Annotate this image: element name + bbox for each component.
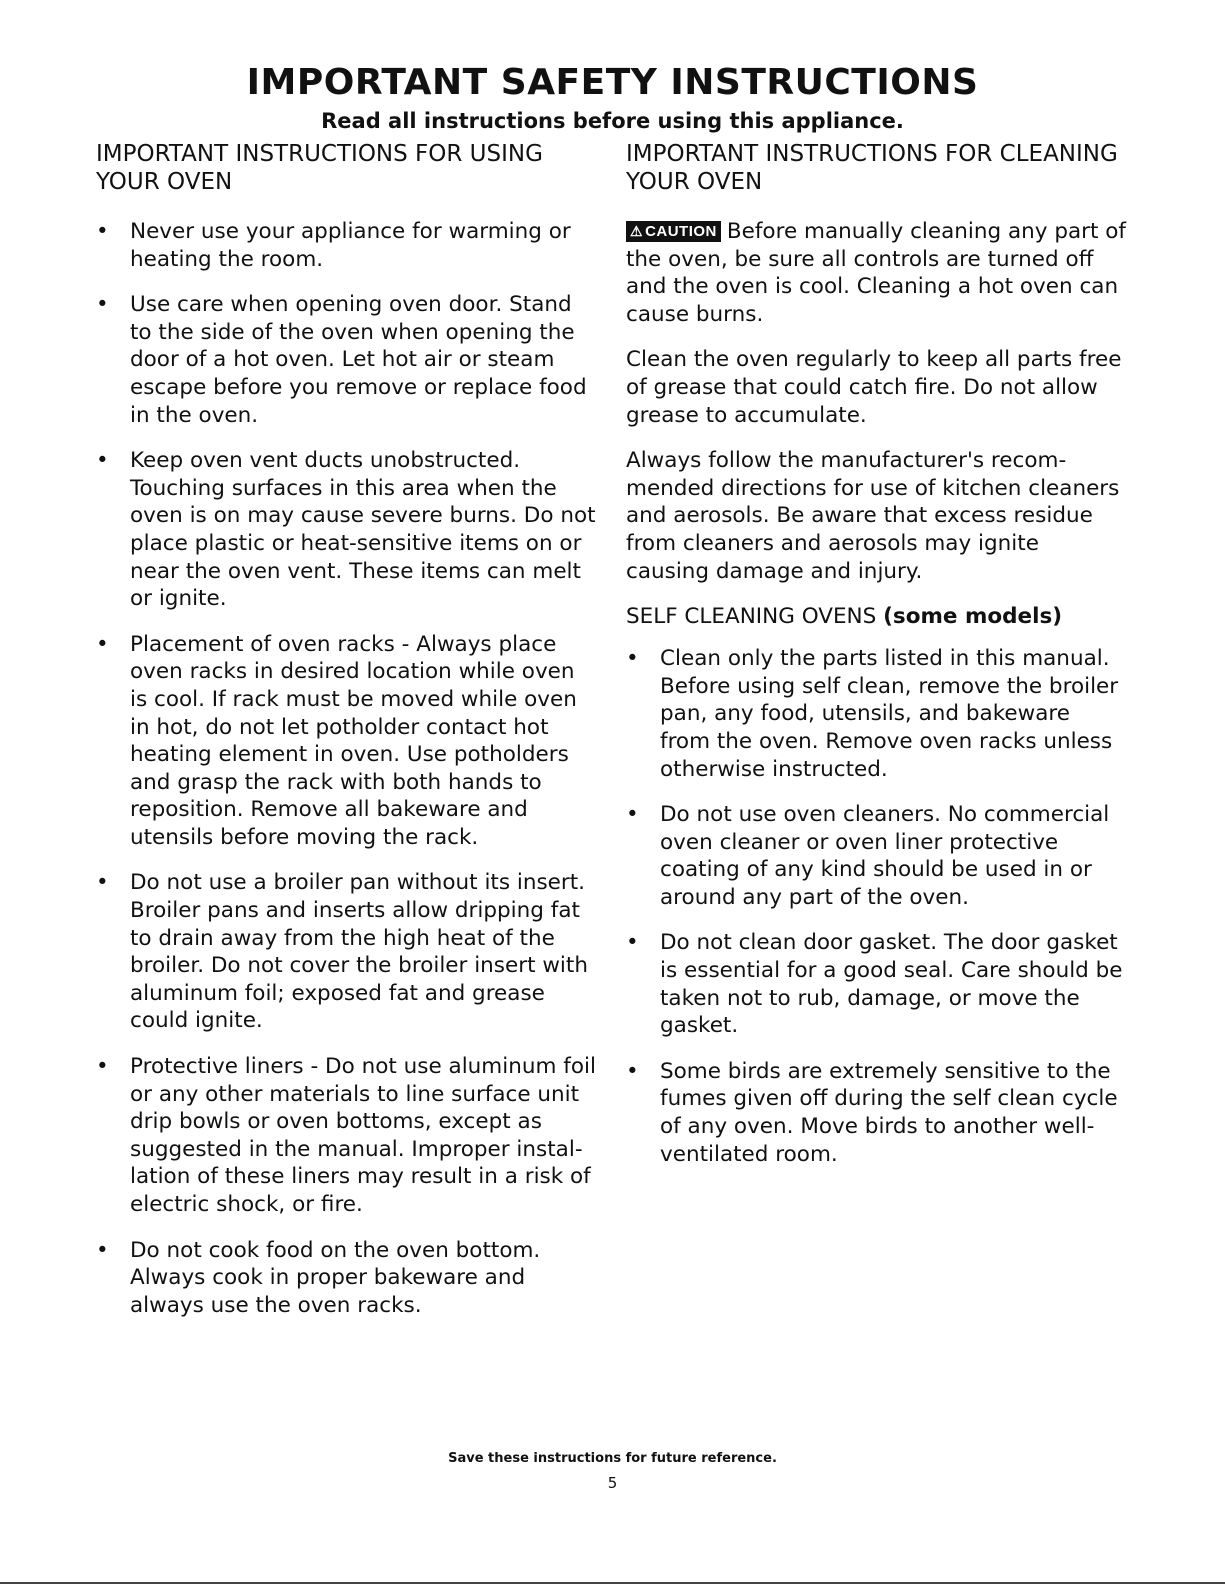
cleaning-paragraph: Clean the oven regularly to keep all parts free of grease that could catch fire. Do not allow grease to accumulate.	[626, 347, 1122, 428]
bullet-icon: •	[626, 802, 639, 828]
right-column	[626, 140, 1126, 1186]
list-item-text: Never use your appliance for warming or heating the room.	[130, 219, 571, 272]
cleaning-paragraph: Always follow the manufacturer's recom-mended directions for use of kitchen cleaners and aerosols. Be aware that excess residue from cleaners and aerosols may ignite causing damage and injury.	[626, 448, 1120, 584]
bullet-icon: •	[96, 448, 109, 474]
list-item	[626, 929, 1126, 1039]
list-item-text: Do not use oven cleaners. No commercial oven cleaner or oven liner protective coating of any kind should be used in or around any part of the oven.	[660, 802, 1110, 910]
bullet-icon: •	[626, 1058, 639, 1084]
caution-paragraph	[626, 218, 1126, 328]
bullet-icon: •	[96, 870, 109, 896]
section-heading-using-oven: IMPORTANT INSTRUCTIONS FOR USING YOUR OVEN	[96, 141, 543, 195]
list-item	[626, 801, 1126, 911]
list-item	[96, 447, 596, 613]
list-item	[96, 869, 596, 1035]
bullet-icon: •	[96, 631, 109, 657]
list-item-text: Keep oven vent ducts unobstructed. Touching surfaces in this area when the oven is on may cause severe burns. Do not place plastic or heat-sensitive items on or near the oven vent. These items can melt or ignite.	[130, 448, 596, 612]
self-cleaning-list	[626, 645, 1126, 1168]
page-subtitle: Read all instructions before using this appliance.	[321, 109, 904, 133]
bullet-icon: •	[626, 646, 639, 672]
list-item	[626, 1058, 1126, 1168]
self-cleaning-heading-note: (some models)	[883, 604, 1063, 630]
list-item-text: Do not use a broiler pan without its insert. Broiler pans and inserts allow dripping fat to drain away from the high heat of the broiler. Do not cover the broiler insert with aluminum foil; exposed fat and grease could ignite.	[130, 870, 588, 1034]
bottom-divider	[0, 1582, 1225, 1584]
caution-label: CAUTION	[645, 223, 717, 240]
bullet-icon: •	[626, 930, 639, 956]
list-item-text: Some birds are extremely sensitive to the fumes given off during the self clean cycle of any oven. Move birds to another well-ventilated room.	[660, 1058, 1118, 1167]
using-oven-list	[96, 218, 596, 1319]
bullet-icon: •	[96, 219, 109, 244]
self-cleaning-heading-text: SELF CLEANING OVENS	[626, 604, 877, 630]
list-item	[96, 1237, 596, 1320]
list-item	[96, 631, 596, 852]
list-item-text: Clean only the parts listed in this manual. Before using self clean, remove the broiler pan, any food, utensils, and bakeware from the oven. Remove oven racks unless otherwise instructed.	[660, 646, 1119, 782]
list-item-text: Use care when opening oven door. Stand to the side of the oven when opening the door of a hot oven. Let hot air or steam escape before you remove or replace food in the oven.	[130, 292, 587, 428]
list-item-text: Placement of oven racks - Always place oven racks in desired location while oven is cool. If rack must be moved while oven in hot, do not let potholder contact hot heating element in oven. Use potholders and grasp the rack with both hands to reposition. Remove all bakeware and utensils before moving the rack.	[130, 631, 577, 850]
list-item	[96, 218, 596, 273]
footer-note: Save these instructions for future reference.	[448, 1451, 777, 1466]
list-item-text: Do not cook food on the oven bottom. Always cook in proper bakeware and always use the oven racks.	[130, 1237, 541, 1318]
bullet-icon: •	[96, 292, 109, 318]
list-item-text: Do not clean door gasket. The door gasket is essential for a good seal. Care should be taken not to rub, damage, or move the gasket.	[660, 930, 1123, 1039]
caution-badge	[626, 221, 721, 242]
list-item-text: Protective liners - Do not use aluminum foil or any other materials to line surface unit drip bowls or oven bottoms, except as suggested in the manual. Improper instal-lation of these liners may result in a risk of electric shock, or fire.	[130, 1054, 596, 1217]
bullet-icon: •	[96, 1054, 109, 1080]
caution-text: Before manually cleaning any part of the oven, be sure all controls are turned off and the oven is cool. Cleaning a hot oven can cause burns.	[626, 219, 1126, 327]
left-column	[96, 140, 596, 1337]
page-title: IMPORTANT SAFETY INSTRUCTIONS	[246, 62, 979, 103]
warning-triangle-icon: ⚠	[630, 223, 644, 239]
list-item	[626, 645, 1126, 783]
page-number: 5	[607, 1474, 618, 1492]
list-item	[96, 291, 596, 429]
section-heading-cleaning-oven: IMPORTANT INSTRUCTIONS FOR CLEANING YOUR OVEN	[626, 141, 1118, 195]
bullet-icon: •	[96, 1237, 109, 1263]
list-item	[96, 1053, 596, 1219]
self-cleaning-heading	[626, 603, 1126, 631]
